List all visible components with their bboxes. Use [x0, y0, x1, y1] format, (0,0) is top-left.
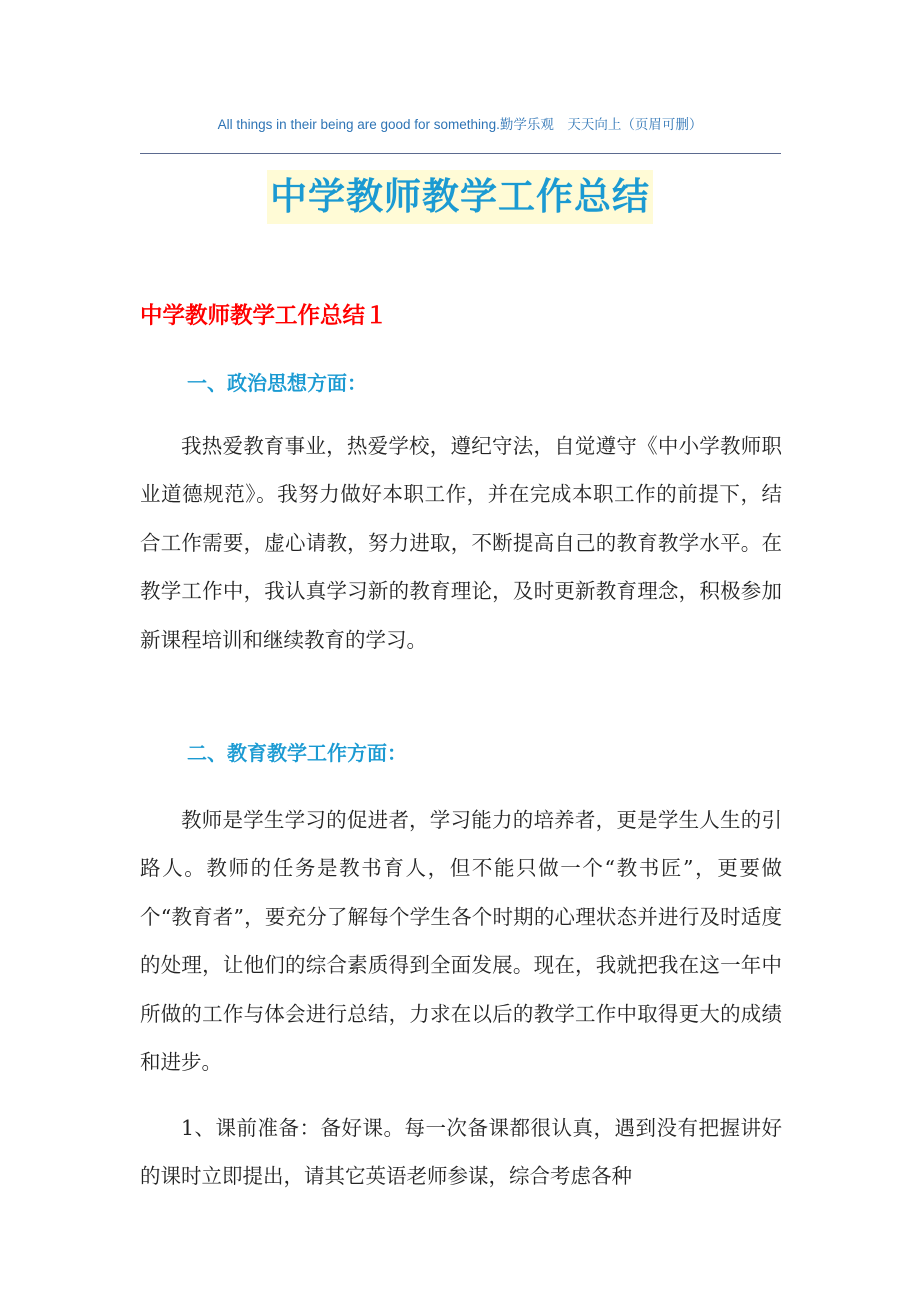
header-divider [140, 153, 781, 154]
document-title: 中学教师教学工作总结 [267, 170, 653, 224]
section-title: 中学教师教学工作总结１ [140, 303, 388, 329]
subheading-teaching-work: 二、教育教学工作方面： [187, 741, 407, 765]
paragraph-political-thought: 我热爱教育事业，热爱学校，遵纪守法，自觉遵守《中小学教师职业道德规范》。我努力做好本职工作，并在完成本职工作的前提下，结合工作需要，虚心请教，努力进取，不断提高自己的教育教学水平。在教学工作中，我认真学习新的教育理论，及时更新教育理念，积极参加新课程培训和继续教育的学习。 [140, 434, 782, 652]
paragraph-lesson-preparation: 1、课前准备：备好课。每一次备课都很认真，遇到没有把握讲好的课时立即提出，请其它英语老师参谋，综合考虑各种 [140, 1116, 782, 1189]
title-container [0, 170, 920, 224]
paragraph-teaching-work: 教师是学生学习的促进者，学习能力的培养者，更是学生人生的引路人。教师的任务是教书育人，但不能只做一个“教书匠”，更要做个“教育者”，要充分了解每个学生各个时期的心理状态并进行及时适度的处理，让他们的综合素质得到全面发展。现在，我就把我在这一年中所做的工作与体会进行总结，力求在以后的教学工作中取得更大的成绩和进步。 [140, 808, 782, 1075]
subheading-political-thought: 一、政治思想方面： [187, 371, 367, 395]
page-header: All things in their being are good for something.勤学乐观 天天向上（页眉可删） [217, 117, 703, 132]
